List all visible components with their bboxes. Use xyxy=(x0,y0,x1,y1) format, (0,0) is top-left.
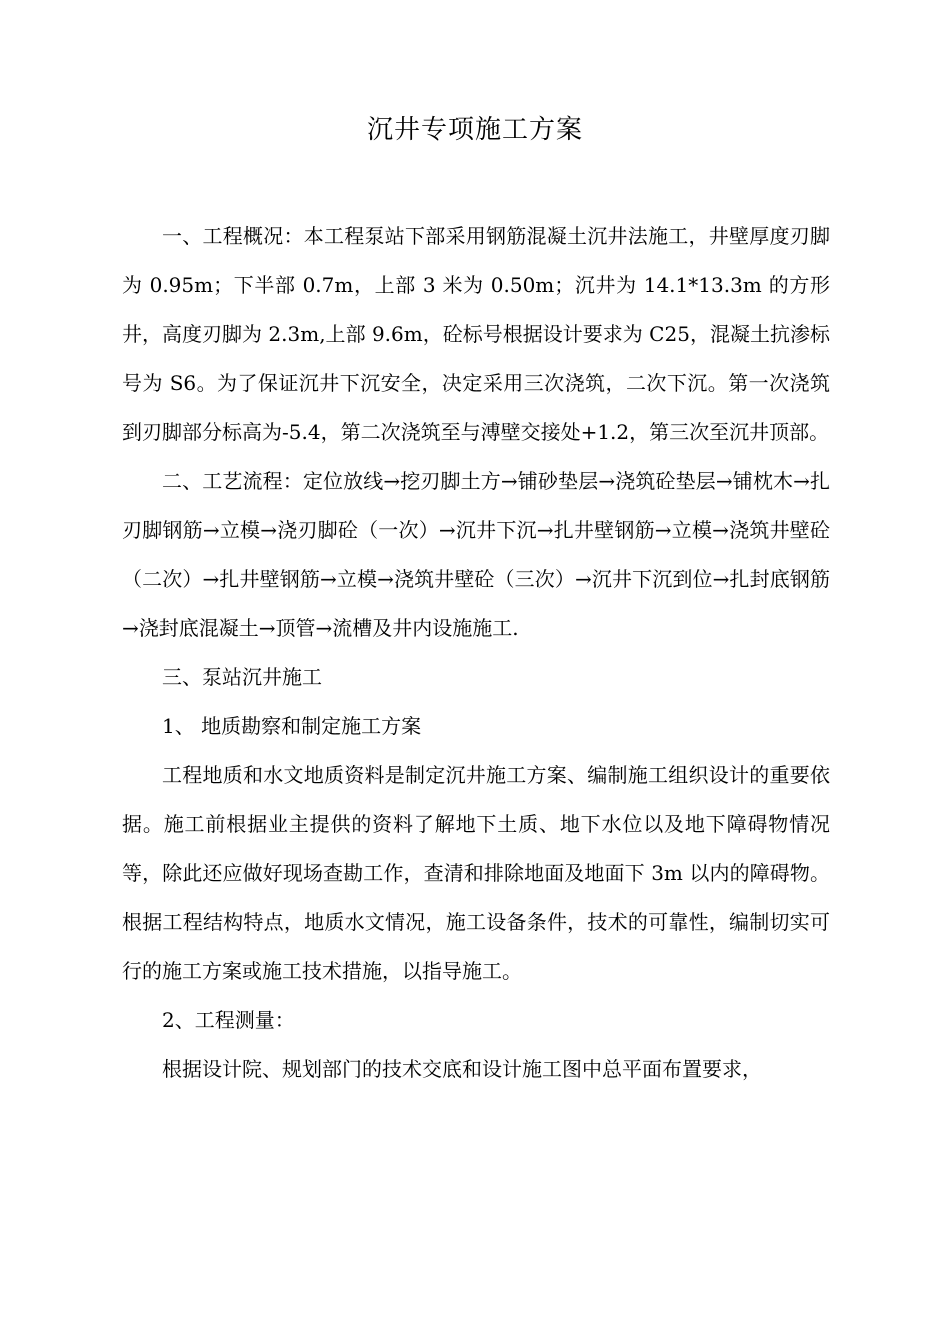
paragraph-engineering-survey: 根据设计院、规划部门的技术交底和设计施工图中总平面布置要求， xyxy=(162,1057,762,1081)
document-body xyxy=(122,212,830,1094)
document-title: 沉井专项施工方案 xyxy=(366,115,583,145)
subheading-geological-survey: 1、 地质勘察和制定施工方案 xyxy=(162,714,422,738)
section-heading-pump-station: 三、泵站沉井施工 xyxy=(162,665,322,689)
paragraph-geological-survey: 工程地质和水文地质资料是制定沉井施工方案、编制施工组织设计的重要依据。施工前根据业主提供的资料了解地下土质、地下水位以及地下障碍物情况等，除此还应做好现场查勘工作，查清和排除地面及地面下 3m 以内的障碍物。根据工程结构特点，地质水文情况，施工设备条件，技术的可靠性，编制切实可行的施工方案或施工技术措施，以指导施工。 xyxy=(122,763,830,983)
paragraph-process-flow: 二、工艺流程：定位放线→挖刃脚土方→铺砂垫层→浇筑砼垫层→铺枕木→扎刃脚钢筋→立模→浇刃脚砼（一次）→沉井下沉→扎井壁钢筋→立模→浇筑井壁砼（二次）→扎井壁钢筋→立模→浇筑井壁砼（三次）→沉井下沉到位→扎封底钢筋→浇封底混凝土→顶管→流槽及井内设施施工. xyxy=(122,469,830,640)
paragraph-project-overview: 一、工程概况：本工程泵站下部采用钢筋混凝土沉井法施工，井壁厚度刃脚为 0.95m；下半部 0.7m，上部 3 米为 0.50m；沉井为 14.1*13.3m 的方形井，高度刃脚为 2.3m,上部 9.6m，砼标号根据设计要求为 C25，混凝土抗渗标号为 S6。为了保证沉井下沉安全，决定采用三次浇筑，二次下沉。第一次浇筑到刃脚部分标高为-5.4，第二次浇筑至与溥壁交接处+1.2，第三次至沉井顶部。 xyxy=(122,224,830,444)
subheading-engineering-survey: 2、工程测量： xyxy=(162,1008,295,1032)
